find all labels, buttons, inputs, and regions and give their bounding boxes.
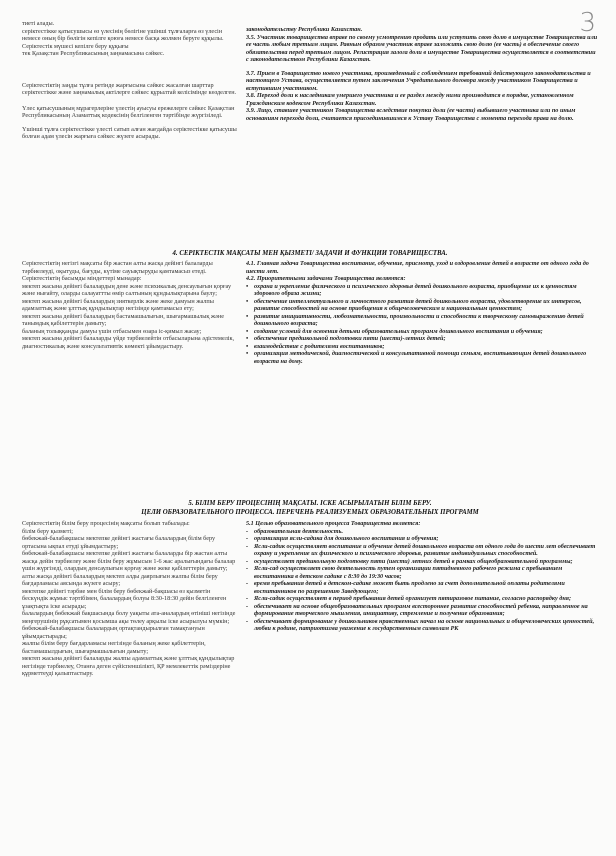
list-item: - время пребывания детей в детском-садике может быть продлено за счет дополнительной оплаты родителями воспитанников по разрешению Заведующего; xyxy=(246,580,598,595)
paragraph: 3.5. Участник товарищества вправе по своему усмотрению продать или уступить свою долю в имуществе Товарищества или ее часть любым третьим лицам. Равным образом участник вправе заложить свою долю (ее часть) в обеспечение своего обязательства перед третьим лицом. Регистрация залога доли в имуществе Товарищества осуществляется в соответствии с законодательством Республики Казахстан. xyxy=(246,33,598,63)
paragraph: тек Қазақстан Республикасының заңнамасына сәйкес. xyxy=(22,50,165,57)
section-5-subheading: ЦЕЛИ ОБРАЗОВАТЕЛЬНОГО ПРОЦЕССА. ПЕРЕЧЕНЬ РЕАЛИЗУЕМЫХ ОБРАЗОВАТЕЛЬНЫХ ПРОГРАММ xyxy=(141,509,479,516)
list-item: - обеспечивает формирование у дошкольников нравственных начал на основе национальных и общечеловеческих ценностей, любви к родине, патриотизма уважение к государственным символам РК xyxy=(246,618,598,633)
paragraph: 4.1. Главная задача Товарищества воспитание, обучение, присмотр, уход и оздоровление детей в возрасте от одного года до шести лет. xyxy=(246,260,589,275)
paragraph: білім беру қызметі; xyxy=(22,527,73,535)
bullet-item: • создание условий для освоения детьми образовательных программ дошкольного воспитания и обучения; xyxy=(246,328,598,336)
paragraph: бөбекжай-балабақшасы балалардың ортақтандырылған тамақтануын ұйымдастырады; xyxy=(22,625,205,640)
paragraph: балалардың бөбекжай бақшасында болу уақыты ата-аналардың өтініші негізінде меңгерушінің рұқсатымен қосымша ақы төлеу арқылы іске асырылуы мүмкін; xyxy=(22,610,236,625)
page-number: 3 xyxy=(579,8,596,38)
paragraph: баланың толыққанды дамуы үшін отбасымен өзара іс-қимыл жасау; xyxy=(22,327,202,335)
bullet-item: • обеспечение предшкольной подготовки пяти (шести)-летних детей; xyxy=(246,335,598,343)
paragraph: мектепке дейінгі тәрбие мен білім беру бөбекжай-бақшасы өз қызметін бескүндік жұмыс тәртібімен, балалардың болуы 8:30-18:30 дейін белгіленген ұзақтықта іске асырады; xyxy=(22,587,227,610)
bullet-item: • обеспечение интеллектуального и личностного развития детей дошкольного возраста, удовлетворение их интересов, развитие способностей на основе приобщения к общечеловеческим и национальным ценностям; xyxy=(246,298,598,313)
paragraph: 3.7. Прием в Товарищество нового участника, произведенный с соблюдением требований действующего законодательства и настоящего Устава, осуществляется путем заключения Учредительного договора между участником Товарищества и вступившим участником. xyxy=(246,69,591,92)
bullet-item: • охрана и укрепление физического и психического здоровья детей дошкольного возраста, приобщение их к ценностям здорового образа жизни; xyxy=(246,283,598,298)
section-4-heading: 4. СЕРІКТЕСТІК МАҚСАТЫ МЕН ҚЫЗМЕТІ/ ЗАДАЧИ И ФУНКЦИИ ТОВАРИЩЕСТВА. xyxy=(172,250,448,257)
paragraph: Серіктестіктің басымды міндеттері мынадар: xyxy=(22,275,142,282)
paragraph: Үшінші тұлға серіктестікке үлесті сатып алған жағдайда серіктестікке қатысушы болған адам үлесін жарғыға сәйкес жүзеге асырады. xyxy=(22,125,237,140)
paragraph: мектеп жасына дейінгі балаларды жалпы адамзаттық және ұлттық құндылықтар негізінде тәрбиелеу, Отанға деген сүйіспеншілікті, ҚР мемлекеттік рәміздеріне құрметтеуді қалыптастыру. xyxy=(22,655,235,677)
bullet-item: • развитие инициативности, любознательности, произвольности и способности к творческому самовыражению детей дошкольного возраста; xyxy=(246,313,598,328)
paragraph: алты жасқа дейінгі балалардың мектеп алды даярлығын жалпы білім беру бағдарламасы аясында жүзеге асыру; xyxy=(22,572,218,587)
paragraph: 5.1 Целью образовательного процесса Товарищества является: xyxy=(246,520,421,527)
list-item: - организация ясли-садика для дошкольного воспитания и обучения; xyxy=(246,535,598,543)
paragraph: мектеп жасына дейінгі балалардың бастамашылығын, шығармашылық және танымдық қабілеттерін дамыту; xyxy=(22,312,224,327)
list-item: - Ясли-садик осуществляет воспитание и обучение детей дошкольного возраста от одного года до шести лет обеспечивает охрану и укрепление их физического и психического здоровья, развитие индивидуальных способностей. xyxy=(246,543,598,558)
list-item: - Ясли-сад осуществляет свою деятельность путем организации пятидневного рабочего режима с пребыванием воспитанника в детском садике с 8:30 до 19:30 часов; xyxy=(246,565,598,580)
paragraph: серіктестікке қатысушысы өз үлесінің бөлігіне үшінші тұлғаларға өз үлесін немесе оның бір бөлігін кепілге қоюға немесе басқа жолмен беруге құқылы. Серіктестік мүшесі кепілге беру құқығы xyxy=(22,27,224,50)
section-4-left-column xyxy=(22,260,237,505)
bullet-item: • взаимодействие с родителями воспитанников; xyxy=(246,343,598,351)
paragraph: Серіктестіктің заңды тұлға ретінде жарғысына сәйкес жасалған шарттар серіктестікке және заңнамалық актілерге сәйкес құрылтай келісімінде көзделген. xyxy=(22,81,237,96)
paragraph: жалпы білім беру бағдарламасы негізінде баланың жеке қабілеттерін, бастамашылдығын, шығармашылығын дамыту; xyxy=(22,640,206,655)
list-item: - обеспечивает на основе общеобразовательных программ всестороннее развитие способностей ребенка, направленное на формирование творческого мышления, инициативу, стремление и получение образования; xyxy=(246,603,598,618)
top-right-column xyxy=(246,26,598,244)
paragraph: законодательству Республики Казахстан. xyxy=(246,26,363,33)
paragraph: бөбекжай-балабақшасы мектепке дейінгі жастағы балаларды бір жастан алты жасқа дейін тәрбиелеу және білім беру жұмысын 1-6 жас аралығындағы балалар үшін жүргізеді, олардың денсаулығын қорғау және жеке қабілеттерін дамыту; xyxy=(22,550,236,572)
paragraph: 3.8. Переход доли к наследникам умершего участника и ее раздел между ними производится в порядке, установленном Гражданским кодексом Республики Казахстан. xyxy=(246,92,574,107)
list-item: - осуществляет предшкольную подготовку пяти (шести) летних детей в рамках общеобразовательной программы; xyxy=(246,558,598,566)
paragraph: тиеті алады. xyxy=(22,20,55,27)
list-item: - образовательная деятельность. xyxy=(246,528,598,536)
section-4-right-column xyxy=(246,260,598,505)
section-5-left-column xyxy=(22,520,237,846)
top-left-column xyxy=(22,20,237,244)
paragraph: Үлес қатысушының мұрагерлеріне үлестің ауысуы ережелерге сәйкес Қазақстан Республикасының Азаматтық кодексінің белгіленген тәртібінде жүргізіледі. xyxy=(22,104,235,119)
paragraph: Серіктестіктің білім беру процесінің мақсаты болып табылады: xyxy=(22,520,190,527)
paragraph: бөбекжай-балабақшасы мектепке дейінгі жастағы балалардың білім беру ортасына ықпал етуді ұйымдастыру; xyxy=(22,535,216,550)
section-5-right-column xyxy=(246,520,598,846)
paragraph: мектеп жасына дейінгі балалардың дене және психикалық денсаулығын қорғау және нығайту, оларды салауаттты өмір салтының құндылықтарына баулу; xyxy=(22,282,232,297)
paragraph: мектеп жасына дейінгі балалардың зияткерлік және жеке дамуын жалпы адамзаттық және ұлттық құндылықтар негізінде қамтамасыз ету; xyxy=(22,297,214,312)
paragraph: мектеп жасына дейінгі балаларды үйде тәрбиелейтін отбасыларына әдістемелік, диагностикалық және консультативтік көмекті ұйымдастыру. xyxy=(22,335,235,350)
paragraph: Серіктестіктің негізгі мақсаты бір жастан алты жасқа дейінгі балаларды тәрбиелеуді, оқытуды, бағуды, күтіме сауықтыруды қамтамасыз етеді. xyxy=(22,260,213,275)
paragraph: 3.9. Лицо, ставшее участником Товарищества вследствие покупки доли (ее части) выбывшего участника или по иным основаниям перехода доли, считается присоединившимся к Уставу Товарищества с момента перехода права на долю. xyxy=(246,107,576,122)
list-item: - Ясли-садик осуществляет в период пребывания детей организует пятиразовое питание, согласно распорядку дня; xyxy=(246,595,598,603)
paragraph: 4.2. Приоритетными задачами Товарищества являются: xyxy=(246,275,406,282)
bullet-item: • организация методической, диагностической и консультативной помощи семьям, воспитывающим детей дошкольного возраста на дому. xyxy=(246,350,598,365)
section-5-heading: 5. БІЛІМ БЕРУ ПРОЦЕСІНІҢ МАҚСАТЫ. ІСКЕ АСЫРЫЛАТЫН БІЛІМ БЕРУ. xyxy=(188,500,432,507)
